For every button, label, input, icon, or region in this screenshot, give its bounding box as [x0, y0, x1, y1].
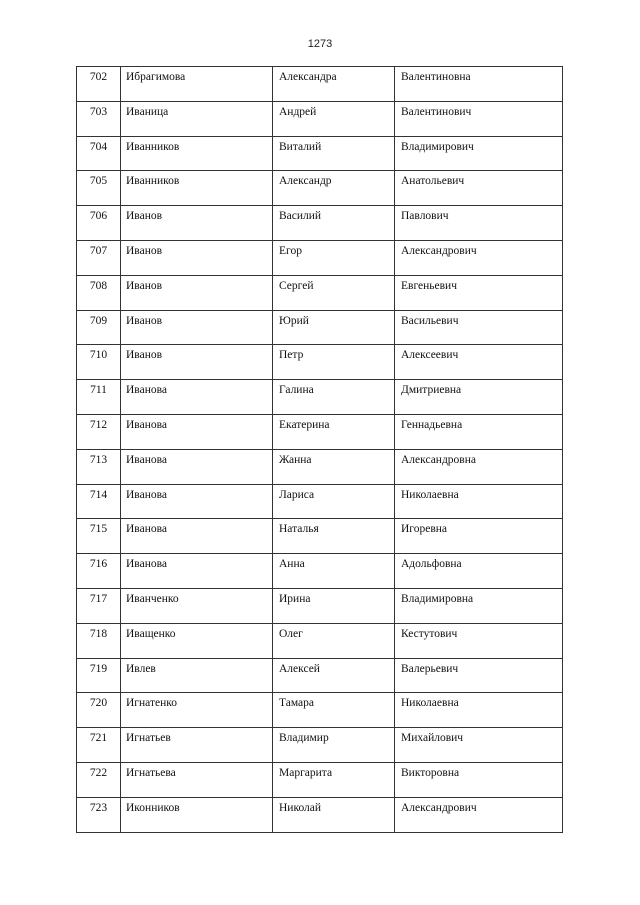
first-name-cell	[273, 67, 395, 102]
first-name: Ирина	[279, 592, 311, 605]
first-name: Андрей	[279, 105, 317, 118]
last-name: Иванов	[126, 349, 163, 362]
table-row	[77, 449, 563, 484]
last-name-cell	[121, 206, 273, 241]
row-number: 714	[89, 488, 108, 501]
table-row	[77, 658, 563, 693]
patronymic: Владимирович	[401, 140, 474, 153]
patronymic-cell	[395, 797, 563, 832]
last-name-cell	[121, 67, 273, 102]
first-name-cell	[273, 240, 395, 275]
row-number-cell	[77, 449, 121, 484]
row-number-cell	[77, 240, 121, 275]
last-name-cell	[121, 588, 273, 623]
last-name: Игнатьев	[126, 732, 171, 745]
last-name-cell	[121, 275, 273, 310]
row-number: 723	[89, 801, 108, 814]
last-name-cell	[121, 762, 273, 797]
row-number: 718	[89, 627, 108, 640]
first-name-cell	[273, 275, 395, 310]
last-name-cell	[121, 623, 273, 658]
patronymic: Александрович	[401, 801, 477, 814]
patronymic: Николаевна	[401, 697, 459, 710]
row-number-cell	[77, 797, 121, 832]
row-number: 719	[89, 662, 108, 675]
row-number-cell	[77, 380, 121, 415]
patronymic-cell	[395, 275, 563, 310]
row-number-cell	[77, 658, 121, 693]
last-name-cell	[121, 101, 273, 136]
first-name-cell	[273, 588, 395, 623]
row-number-cell	[77, 136, 121, 171]
page-number: 1273	[307, 38, 333, 50]
last-name-cell	[121, 728, 273, 763]
row-number: 704	[89, 140, 108, 153]
table-row	[77, 101, 563, 136]
first-name-cell	[273, 797, 395, 832]
first-name-cell	[273, 658, 395, 693]
last-name: Иванченко	[126, 592, 179, 605]
patronymic-cell	[395, 101, 563, 136]
last-name-cell	[121, 693, 273, 728]
first-name-cell	[273, 449, 395, 484]
patronymic: Николаевна	[401, 488, 459, 501]
row-number: 702	[89, 71, 108, 83]
last-name: Иваница	[126, 105, 169, 118]
first-name: Николай	[279, 801, 322, 814]
patronymic-cell	[395, 171, 563, 206]
patronymic-cell	[395, 136, 563, 171]
first-name-cell	[273, 762, 395, 797]
table-row	[77, 206, 563, 241]
row-number: 722	[89, 766, 108, 779]
patronymic: Игоревна	[401, 523, 448, 536]
patronymic: Александровна	[401, 453, 476, 466]
last-name-cell	[121, 414, 273, 449]
row-number-cell	[77, 588, 121, 623]
patronymic: Викторовна	[401, 766, 460, 779]
row-number: 716	[89, 558, 108, 571]
table-row	[77, 588, 563, 623]
table-row	[77, 171, 563, 206]
patronymic: Кестутович	[401, 627, 458, 640]
patronymic: Владимировна	[401, 592, 474, 605]
table-row	[77, 67, 563, 102]
table-row	[77, 275, 563, 310]
last-name: Иванов	[126, 314, 163, 327]
row-number: 713	[89, 453, 108, 466]
last-name-cell	[121, 519, 273, 554]
first-name-cell	[273, 623, 395, 658]
first-name: Тамара	[279, 697, 314, 710]
table-row	[77, 762, 563, 797]
last-name: Иванова	[126, 384, 167, 397]
patronymic-cell	[395, 762, 563, 797]
patronymic: Валентинович	[401, 105, 472, 118]
first-name-cell	[273, 380, 395, 415]
patronymic: Дмитриевна	[401, 384, 462, 397]
last-name: Ибрагимова	[126, 71, 186, 83]
row-number: 708	[89, 279, 108, 292]
patronymic-cell	[395, 658, 563, 693]
table-row	[77, 310, 563, 345]
patronymic-cell	[395, 345, 563, 380]
last-name-cell	[121, 136, 273, 171]
last-name: Иванов	[126, 210, 163, 223]
row-number: 706	[89, 210, 108, 223]
first-name: Наталья	[279, 523, 319, 536]
table-row	[77, 380, 563, 415]
first-name-cell	[273, 414, 395, 449]
last-name-cell	[121, 240, 273, 275]
last-name-cell	[121, 310, 273, 345]
first-name-cell	[273, 206, 395, 241]
first-name: Виталий	[279, 140, 322, 153]
row-number-cell	[77, 101, 121, 136]
first-name-cell	[273, 136, 395, 171]
row-number-cell	[77, 345, 121, 380]
last-name: Игнатенко	[126, 697, 178, 710]
first-name-cell	[273, 554, 395, 589]
row-number-cell	[77, 275, 121, 310]
last-name: Иванова	[126, 488, 167, 501]
patronymic-cell	[395, 588, 563, 623]
first-name-cell	[273, 310, 395, 345]
last-name: Игнатьева	[126, 766, 176, 779]
last-name-cell	[121, 797, 273, 832]
last-name-cell	[121, 484, 273, 519]
patronymic: Анатольевич	[401, 175, 465, 188]
first-name: Маргарита	[279, 766, 333, 779]
last-name: Иващенко	[126, 627, 176, 640]
table-row	[77, 484, 563, 519]
table-row	[77, 240, 563, 275]
table-row	[77, 623, 563, 658]
patronymic-cell	[395, 693, 563, 728]
patronymic-cell	[395, 240, 563, 275]
table-row	[77, 345, 563, 380]
first-name: Галина	[279, 384, 314, 397]
patronymic: Адольфовна	[401, 558, 462, 571]
first-name: Лариса	[279, 488, 315, 501]
last-name: Иванова	[126, 453, 167, 466]
first-name: Петр	[279, 349, 304, 362]
table-row	[77, 693, 563, 728]
row-number: 705	[89, 175, 108, 188]
last-name: Иванов	[126, 279, 163, 292]
row-number-cell	[77, 310, 121, 345]
table-row	[77, 554, 563, 589]
last-name: Иванников	[126, 140, 180, 153]
row-number: 717	[89, 592, 108, 605]
first-name: Александра	[279, 71, 337, 83]
table-row	[77, 728, 563, 763]
row-number-cell	[77, 484, 121, 519]
last-name: Иванова	[126, 523, 167, 536]
last-name: Иванова	[126, 418, 167, 431]
row-number: 711	[90, 384, 107, 397]
patronymic-cell	[395, 728, 563, 763]
first-name: Сергей	[279, 279, 314, 292]
table-row	[77, 519, 563, 554]
first-name: Юрий	[279, 314, 309, 327]
last-name: Иванова	[126, 558, 167, 571]
patronymic-cell	[395, 414, 563, 449]
row-number-cell	[77, 623, 121, 658]
first-name: Алексей	[279, 662, 320, 675]
patronymic-cell	[395, 67, 563, 102]
last-name: Иванов	[126, 244, 163, 257]
patronymic: Михайлович	[401, 732, 464, 745]
row-number-cell	[77, 67, 121, 102]
last-name-cell	[121, 449, 273, 484]
table-row	[77, 797, 563, 832]
row-number-cell	[77, 171, 121, 206]
patronymic: Валерьевич	[401, 662, 459, 675]
patronymic: Александрович	[401, 244, 477, 257]
patronymic: Алексеевич	[401, 349, 459, 362]
first-name-cell	[273, 728, 395, 763]
first-name: Анна	[279, 558, 305, 571]
row-number: 715	[89, 523, 108, 536]
patronymic-cell	[395, 519, 563, 554]
row-number: 712	[89, 418, 108, 431]
patronymic-cell	[395, 206, 563, 241]
registry-table	[76, 66, 563, 833]
table-row	[77, 414, 563, 449]
row-number: 721	[89, 732, 108, 745]
last-name-cell	[121, 171, 273, 206]
last-name-cell	[121, 658, 273, 693]
first-name-cell	[273, 101, 395, 136]
last-name: Иванников	[126, 175, 180, 188]
row-number: 707	[89, 244, 108, 257]
patronymic-cell	[395, 623, 563, 658]
row-number: 703	[89, 105, 108, 118]
row-number-cell	[77, 728, 121, 763]
first-name: Олег	[279, 627, 303, 640]
first-name-cell	[273, 519, 395, 554]
first-name: Василий	[279, 210, 322, 223]
first-name-cell	[273, 171, 395, 206]
last-name-cell	[121, 554, 273, 589]
patronymic-cell	[395, 449, 563, 484]
patronymic-cell	[395, 380, 563, 415]
registry-table-body	[77, 67, 563, 833]
patronymic: Евгеньевич	[401, 279, 457, 292]
patronymic-cell	[395, 310, 563, 345]
patronymic: Павлович	[401, 210, 449, 223]
table-row	[77, 136, 563, 171]
first-name: Жанна	[279, 453, 312, 466]
first-name-cell	[273, 345, 395, 380]
row-number-cell	[77, 414, 121, 449]
patronymic-cell	[395, 484, 563, 519]
row-number-cell	[77, 206, 121, 241]
last-name: Ивлев	[126, 662, 156, 675]
row-number-cell	[77, 762, 121, 797]
row-number: 709	[89, 314, 108, 327]
row-number-cell	[77, 693, 121, 728]
row-number: 710	[89, 349, 108, 362]
row-number-cell	[77, 554, 121, 589]
first-name-cell	[273, 693, 395, 728]
row-number-cell	[77, 519, 121, 554]
patronymic: Геннадьевна	[401, 418, 463, 431]
first-name: Александр	[279, 175, 332, 188]
patronymic: Васильевич	[401, 314, 459, 327]
first-name: Владимир	[279, 732, 329, 745]
first-name-cell	[273, 484, 395, 519]
first-name: Егор	[279, 244, 302, 257]
first-name: Екатерина	[279, 418, 330, 431]
patronymic-cell	[395, 554, 563, 589]
last-name: Иконников	[126, 801, 180, 814]
last-name-cell	[121, 380, 273, 415]
last-name-cell	[121, 345, 273, 380]
row-number: 720	[89, 697, 108, 710]
patronymic: Валентиновна	[401, 71, 471, 83]
